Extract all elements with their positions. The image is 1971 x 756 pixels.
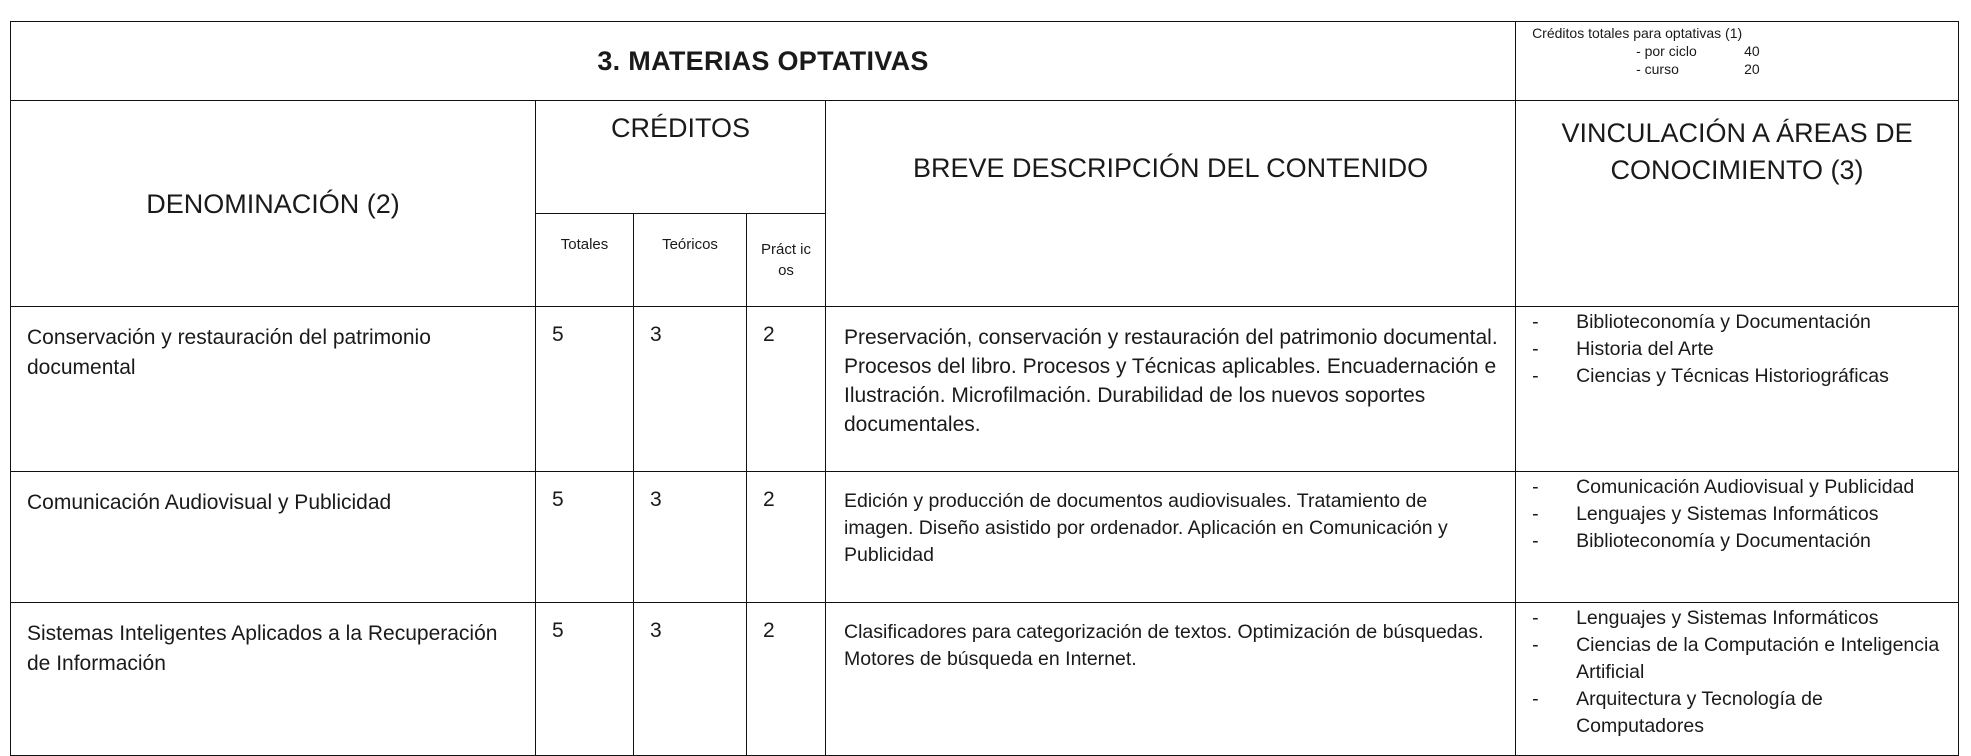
- credits-totals-heading: Créditos totales para optativas (1): [1532, 25, 1743, 41]
- row-practicos: 2: [747, 472, 826, 603]
- row-areas: [1516, 472, 1959, 603]
- row-teoricos: 3: [634, 472, 747, 603]
- optativas-table: [10, 21, 1959, 756]
- row-teoricos: 3: [634, 603, 747, 756]
- area-item: - Ciencias de la Computación e Inteligencia Artificial: [1532, 634, 1940, 683]
- area-item: - Biblioteconomía y Documentación: [1532, 530, 1871, 552]
- row-areas: [1516, 603, 1959, 756]
- area-item: - Ciencias y Técnicas Historiográficas: [1532, 365, 1889, 387]
- header-vinculacion: VINCULACIÓN A ÁREAS DE CONOCIMIENTO (3): [1516, 101, 1959, 307]
- row-totales: 5: [536, 307, 634, 472]
- header-denominacion: DENOMINACIÓN (2): [11, 101, 536, 307]
- credits-totals-box: [1516, 22, 1959, 101]
- credits-per-cycle: [1532, 42, 1958, 60]
- credits-per-course: [1532, 60, 1958, 78]
- area-item: - Lenguajes y Sistemas Informáticos: [1532, 503, 1879, 525]
- row-descripcion: Preservación, conservación y restauración del patrimonio documental. Procesos del libro. Procesos y Técnicas aplicables. Encuadernación e Ilustración. Microfilmación. Durabilidad de los nuevos soportes documentales.: [826, 307, 1516, 472]
- row-denominacion: Comunicación Audiovisual y Publicidad: [11, 472, 536, 603]
- row-denominacion: Conservación y restauración del patrimonio documental: [11, 307, 536, 472]
- area-item: - Biblioteconomía y Documentación: [1532, 311, 1871, 333]
- row-totales: 5: [536, 603, 634, 756]
- area-item: - Historia del Arte: [1532, 338, 1714, 360]
- credits-per-cycle-label: - por ciclo: [1636, 43, 1697, 59]
- table-row: [11, 603, 1959, 756]
- section-title: 3. MATERIAS OPTATIVAS: [11, 22, 1516, 101]
- row-areas: [1516, 307, 1959, 472]
- row-totales: 5: [536, 472, 634, 603]
- area-item: - Arquitectura y Tecnología de Computadores: [1532, 688, 1823, 737]
- credits-per-course-label: - curso: [1636, 61, 1679, 77]
- credits-per-cycle-value: 40: [1744, 43, 1760, 59]
- header-teoricos: Teóricos: [634, 214, 747, 307]
- header-practicos: [747, 214, 826, 307]
- header-totales: Totales: [536, 214, 634, 307]
- credits-per-course-value: 20: [1744, 61, 1760, 77]
- row-denominacion: Sistemas Inteligentes Aplicados a la Recuperación de Información: [11, 603, 536, 756]
- row-practicos: 2: [747, 307, 826, 472]
- table-row: [11, 307, 1959, 472]
- area-item: - Lenguajes y Sistemas Informáticos: [1532, 607, 1879, 629]
- row-teoricos: 3: [634, 307, 747, 472]
- header-descripcion-text: BREVE DESCRIPCIÓN DEL CONTENIDO: [912, 153, 1429, 183]
- row-descripcion: Clasificadores para categorización de textos. Optimización de búsquedas. Motores de búsqueda en Internet.: [826, 603, 1516, 756]
- header-creditos: CRÉDITOS: [536, 101, 826, 214]
- header-descripcion: [826, 101, 1516, 307]
- row-descripcion: Edición y producción de documentos audiovisuales. Tratamiento de imagen. Diseño asistido por ordenador. Aplicación en Comunicación y Publicidad: [826, 472, 1516, 603]
- header-practicos-text: Práct icos: [761, 241, 812, 279]
- table-row: [11, 472, 1959, 603]
- area-item: - Comunicación Audiovisual y Publicidad: [1532, 476, 1915, 498]
- row-practicos: 2: [747, 603, 826, 756]
